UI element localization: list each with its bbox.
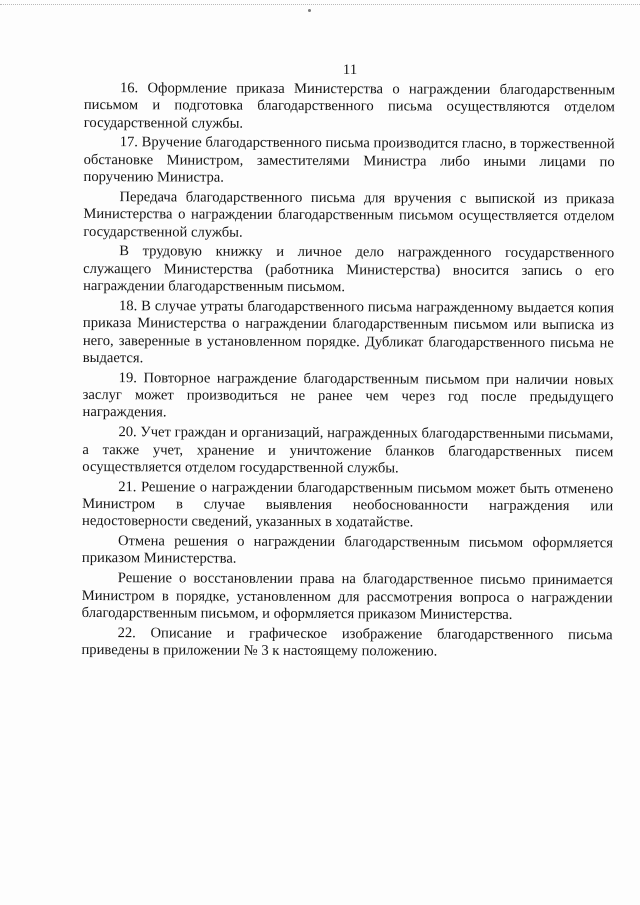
scan-top-edge [0, 4, 640, 6]
paragraph-18: 18. В случае утраты благодарственного письма награжденному выдается копия приказа Министерства о награждении благодарственным письмом или выписка из него, заверенные в установленном порядке. Дубликат благодарственного письма не выдается. [82, 298, 615, 367]
document-body [81, 80, 615, 664]
paragraph-21-restore: Решение о восстановлении права на благодарственное письмо принимается Министром в порядке, установленном для рассмотрения вопроса о награждении благодарственным письмом, и оформляется приказом Министерства. [81, 570, 613, 623]
paragraph-19: 19. Повторное награждение благодарственным письмом при наличии новых заслуг может производиться не ранее чем через год после предыдущего награждения. [82, 369, 614, 421]
scan-speck [308, 9, 311, 12]
paragraph-17-transfer: Передача благодарственного письма для вручения с выпиской из приказа Министерства о награждении благодарственным письмом осуществляется отделом государственной службы. [83, 189, 615, 241]
paragraph-16: 16. Оформление приказа Министерства о награждении благодарственным письмом и подготовка благодарственного письма осуществляются отделом государственной службы. [83, 80, 615, 132]
paragraph-17-record: В трудовую книжку и личное дело награжденного государственного служащего Министерства (работника Министерства) вносится запись о его награждении благодарственным письмом. [83, 243, 615, 296]
page-number: 11 [342, 62, 358, 78]
paragraph-20: 20. Учет граждан и организаций, награжденных благодарственными письмами, а также учет, хранение и уничтожение бланков благодарственных писем осуществляется отделом государственной службы. [82, 424, 614, 477]
paragraph-22: 22. Описание и графическое изображение благодарственного письма приведены в приложении № 3 к настоящему положению. [81, 624, 613, 660]
paragraph-17: 17. Вручение благодарственного письма производится гласно, в торжественной обстановке Министром, заместителями Министра либо иными лицами по поручению Министра. [83, 134, 615, 186]
paragraph-21: 21. Решение о награждении благодарственным письмом может быть отменено Министром в случае выявления необоснованности награждения или недостоверности сведений, указанных в ходатайстве. [82, 478, 614, 531]
paragraph-21-cancel: Отмена решения о награждении благодарственным письмом оформляется приказом Министерства. [81, 533, 614, 568]
